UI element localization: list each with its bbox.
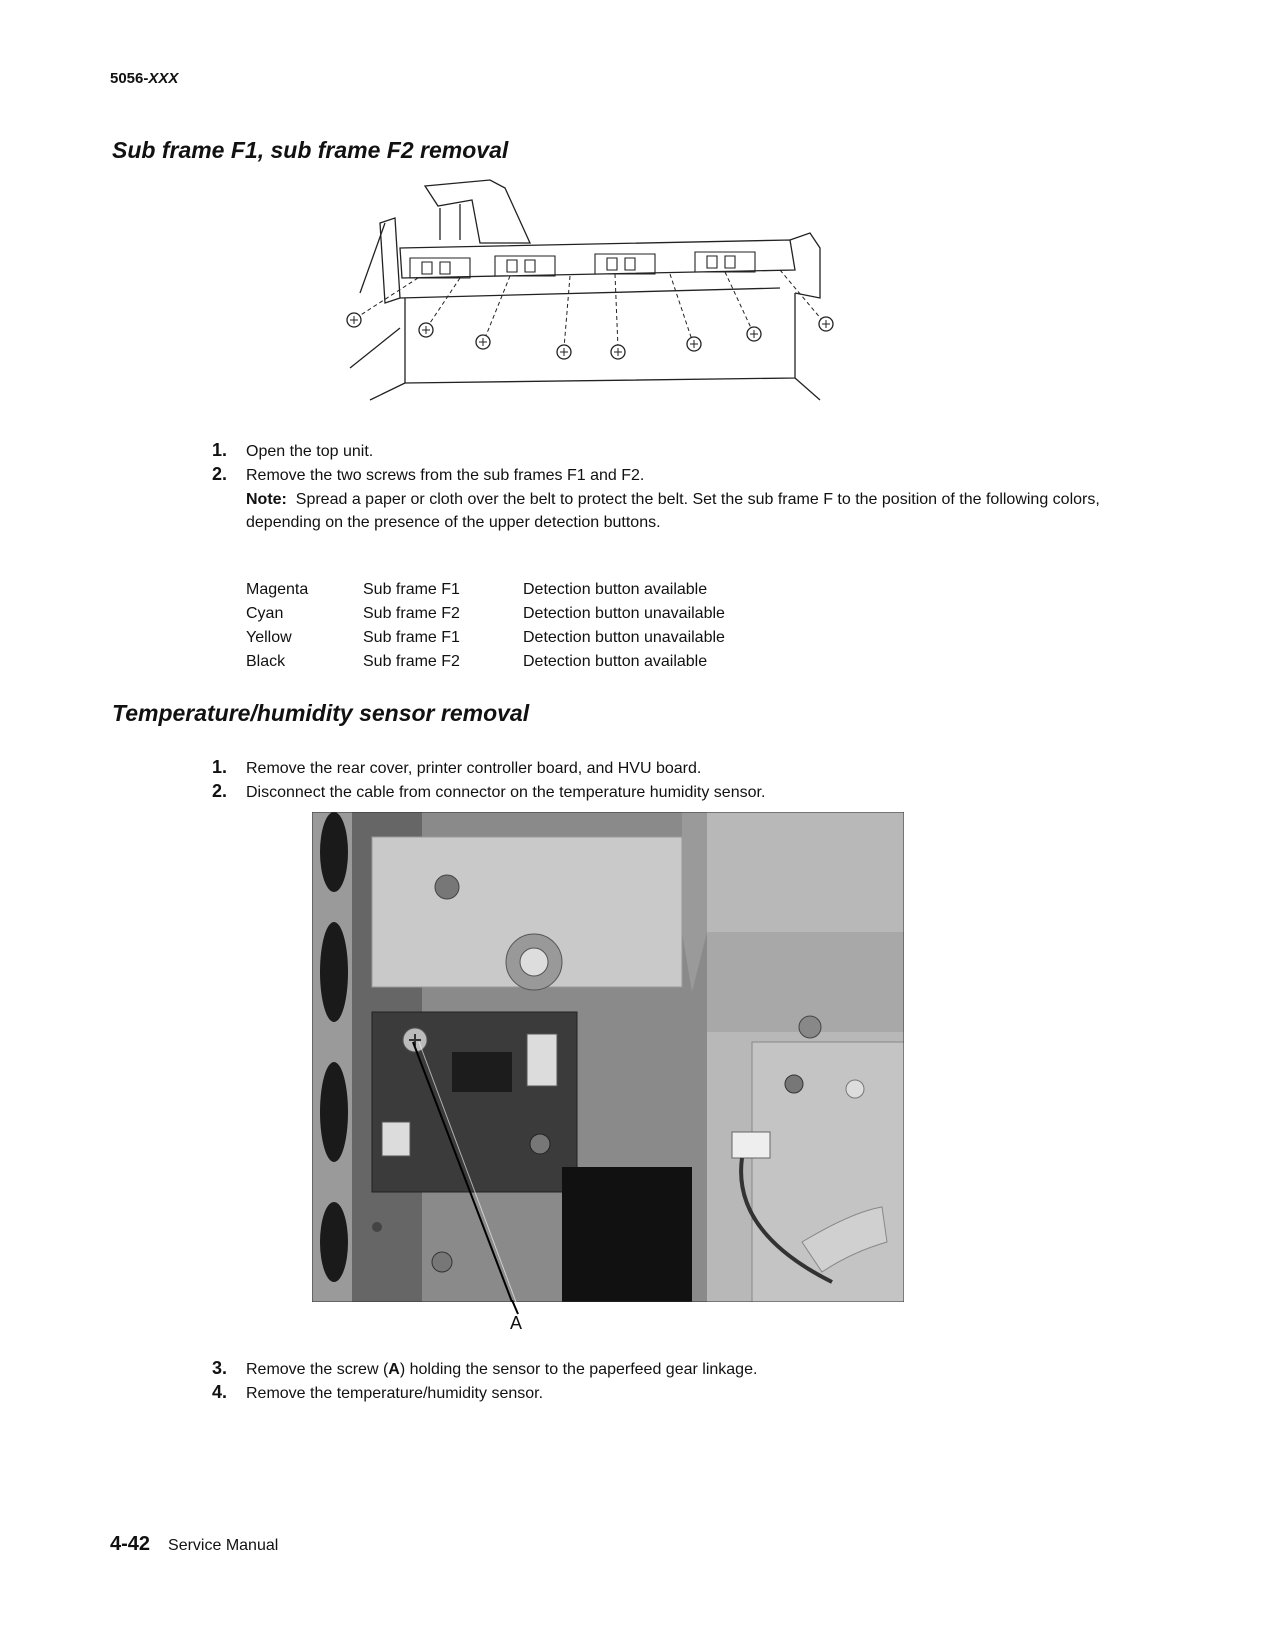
step-text-post: ) holding the sensor to the paperfeed gear linkage. (399, 1361, 758, 1378)
table-row (246, 626, 725, 650)
table-row (246, 650, 725, 674)
table-cell: Detection button unavailable (523, 605, 725, 622)
step-number: 2. (212, 781, 228, 801)
subframe-step-1 (212, 440, 373, 461)
sensor-step-4 (212, 1382, 543, 1403)
table-cell: Sub frame F2 (363, 605, 460, 622)
step-text-bold: A (388, 1361, 400, 1378)
document-code-suffix: XXX (148, 70, 179, 87)
table-cell: Detection button available (523, 653, 708, 670)
table-cell: Black (246, 653, 286, 670)
step-number: 1. (212, 757, 228, 777)
table-cell: Detection button available (523, 581, 708, 598)
step-text: Remove the two screws from the sub frames F1 and F2. (246, 467, 645, 484)
manual-title: Service Manual (168, 1537, 279, 1554)
step-number: 4. (212, 1382, 228, 1402)
subframe-diagram (340, 178, 840, 406)
table-cell: Cyan (246, 605, 284, 622)
page-number: 4-42 (110, 1533, 151, 1555)
subframe-step-2 (212, 464, 644, 485)
table-cell: Sub frame F1 (363, 581, 460, 598)
sensor-step-2 (212, 781, 765, 802)
callout-label-a: A (510, 1313, 523, 1333)
step-text: Remove the temperature/humidity sensor. (246, 1385, 544, 1402)
table-row (246, 602, 725, 626)
table-cell: Magenta (246, 581, 309, 598)
section-title-subframe: Sub frame F1, sub frame F2 removal (112, 137, 509, 163)
step-text (246, 1361, 757, 1379)
table-row (246, 578, 725, 602)
sensor-step-1 (212, 757, 701, 778)
note-block (246, 488, 1106, 534)
table-cell: Detection button unavailable (523, 629, 725, 646)
step-text-pre: Remove the screw ( (246, 1361, 389, 1378)
step-text: Remove the rear cover, printer controller board, and HVU board. (246, 760, 702, 777)
step-text: Disconnect the cable from connector on the temperature humidity sensor. (246, 784, 766, 801)
step-number: 3. (212, 1358, 228, 1378)
document-code-prefix: 5056- (110, 70, 149, 87)
document-code (110, 70, 178, 87)
sensor-photo (312, 812, 904, 1302)
sensor-step-3 (212, 1358, 757, 1379)
step-text: Open the top unit. (246, 443, 374, 460)
note-label: Note: (246, 491, 287, 508)
note-text: Spread a paper or cloth over the belt to protect the belt. Set the sub frame F to the position of the following colors, depending on the presence of the upper detection buttons. (246, 491, 1100, 531)
table-cell: Sub frame F2 (363, 653, 460, 670)
color-position-table (246, 578, 725, 674)
table-cell: Sub frame F1 (363, 629, 460, 646)
page-footer (110, 1533, 278, 1556)
table-cell: Yellow (246, 629, 292, 646)
section-title-sensor: Temperature/humidity sensor removal (112, 700, 530, 726)
step-number: 1. (212, 440, 228, 460)
step-number: 2. (212, 464, 228, 484)
